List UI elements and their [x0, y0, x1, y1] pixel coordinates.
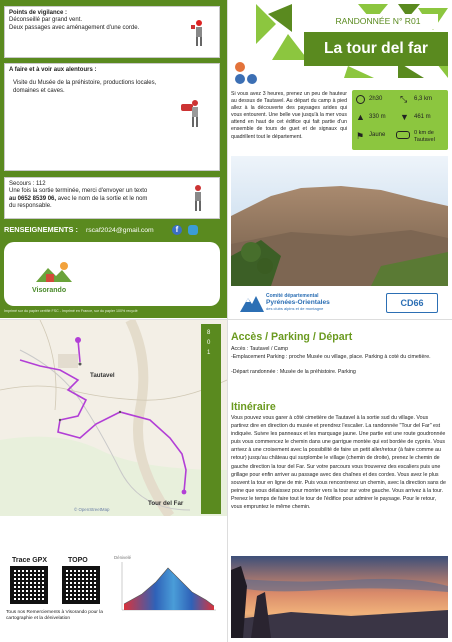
signpost-icon: ⚑	[356, 131, 365, 141]
tower-label: Tour del Far	[148, 500, 184, 507]
rescue-line-4: du responsable.	[9, 203, 52, 210]
gpx-qr-code[interactable]	[10, 566, 48, 604]
distance-value: 6,3 km	[414, 96, 433, 102]
access-text-2: -Emplacement Parking : proche Musée ou village, place. Parking à coté du cimetière.	[231, 354, 431, 360]
scale-mark-bot: 1	[207, 350, 211, 356]
car-icon	[396, 131, 410, 139]
fold-line-vertical	[227, 0, 228, 642]
todo-title: A faire et à voir aux alentours :	[9, 67, 97, 73]
duration-value: 2h30	[369, 96, 383, 102]
cd-badge: CD66	[386, 293, 438, 313]
route-subtitle: RANDONNÉE N° R01	[335, 16, 421, 26]
rescue-line-3: au 0652 8539 06, avec le nom de la sortie et le nom	[9, 195, 148, 202]
map-view[interactable]	[0, 320, 227, 516]
info-row	[4, 224, 220, 236]
visorando-label: Visorando	[32, 287, 67, 294]
cliff-photo	[231, 156, 448, 286]
footer-note: Imprimé sur du papier certifié FSC - Imprimé en France, sur du papier 100% recyclé	[4, 309, 138, 313]
dept-label-2: Pyrénées-Orientales	[266, 299, 330, 306]
dept-label-1: Comité départemental	[266, 293, 319, 299]
marker-icon	[235, 62, 245, 72]
scale-mark-top: 8	[207, 330, 211, 336]
departmental-logo	[240, 292, 370, 314]
dept-label-3: des clubs alpins et de montagne	[266, 306, 324, 311]
access-text-3: -Départ randonnée : Musée de la préhistoire. Parking	[231, 369, 356, 375]
rescue-line-1: Secours : 112	[9, 181, 46, 187]
map-credit: © OpenStreetMap	[74, 507, 110, 512]
clock-icon	[356, 95, 365, 104]
phone-hiker-icon	[189, 184, 207, 212]
ascent-icon: ▲	[356, 112, 365, 122]
facebook-icon[interactable]: f	[172, 225, 182, 235]
route-title: La tour del far	[324, 40, 428, 57]
village-label: Tautavel	[90, 372, 115, 379]
gpx-label: Trace GPX	[12, 557, 48, 564]
visorando-logo[interactable]	[32, 260, 76, 296]
hiker-icon	[235, 74, 245, 84]
descent-icon: ▼	[400, 112, 409, 122]
rescue-phone: au 0652 8539 06,	[9, 195, 57, 202]
instagram-icon[interactable]	[188, 225, 198, 235]
vigilance-box	[4, 6, 220, 58]
distance-icon: ⤡	[400, 94, 408, 104]
profile-title: Dénivelé	[114, 555, 132, 560]
rescue-box	[4, 177, 220, 219]
stats-box	[352, 90, 448, 150]
marking-value: Jaune	[369, 132, 386, 138]
sunset-photo	[231, 556, 448, 638]
from-camp-value: 0 km de Tautavel	[414, 130, 435, 143]
difficulty-icons	[235, 62, 265, 86]
ascent-value: 330 m	[369, 114, 386, 120]
access-title: Accès / Parking / Départ	[231, 331, 353, 343]
map-scale-strip	[201, 324, 221, 514]
vigilance-text: Déconseillé par grand vent. Deux passages avec aménagement d'une corde.	[9, 17, 140, 31]
todo-box	[4, 63, 220, 171]
visorando-box	[4, 242, 220, 306]
intro-text: Si vous avez 3 heures, prenez un peu de hauteur au dessus de Tautavel. Au départ du camp à pied allez à la découverte des paysages arides qui vous entourent. Une belle vue jusqu'à la mer vous attend en haut de cet édifice qui fait partie d'un ensemble de tours de guet et de signaux qui quadrillent tout le département.	[231, 91, 347, 140]
itinerary-title: Itinéraire	[231, 401, 276, 413]
todo-text: Visite du Musée de la préhistoire, productions locales, domaines et caves.	[13, 80, 157, 94]
topo-qr-code[interactable]	[62, 566, 100, 604]
itinerary-text: Vous pouvez vous garer à côté cimetière de Tautavel à la sortie sud du village. Vous partirez dire en direction du musée et prendrez l'escalier. La randonnée "Tour del Far" est indiquée. Suivre les panneaux et les marquage jaune. Une partie est une route goudronnée puis vous commencez le chemin dans une garrigue montée qui est bordée de cyprès. Vous arrivez à une croisement avec la possibilité de faire un petit aller/retour (à faire comme au retour) jusqu'au château qui surplombe le village (chemin de droite), prenez le chemin de gauche direction la tour del Far. Sur votre parcours vous trouverez des escaliers puis une grillage pour enfin arriver au passage avec des chaînes et des cordes. Vous avez le plus souvent la tour en ligne de mir. Puis vous rencontrerez un chemin, avec la direction sans de peine que vous délaissez pour monter vers la tour sur votre gauche. Vous arrivez à la tour. Prenez le temps de faire tout le tour de l'édifice pour admirer le paysage. Pour le retour, vous empruntez le même chemin.	[231, 415, 446, 511]
warning-hiker-icon	[189, 19, 209, 47]
descent-value: 461 m	[414, 114, 431, 120]
rescue-line-2: Une fois la sortie terminée, merci d'envoyer un texto	[9, 188, 148, 195]
thanks-text: Tous nos Remerciements à Visorando pour la cartographie et la dénivelation	[6, 610, 103, 622]
title-banner	[248, 4, 448, 78]
sightseeing-icon	[177, 98, 207, 128]
topo-label: TOPO	[68, 557, 88, 564]
scale-mark-mid: 0	[207, 340, 211, 346]
elevation-profile	[112, 554, 218, 616]
fold-line-horizontal	[0, 319, 452, 320]
access-text-1: Accès : Tautavel / Camp	[231, 346, 289, 352]
vigilance-title: Points de vigilance :	[9, 10, 68, 16]
walker-icon	[247, 74, 257, 84]
info-label: RENSEIGNEMENTS :	[4, 225, 78, 234]
info-email[interactable]: rscaf2024@gmail.com	[85, 227, 154, 234]
